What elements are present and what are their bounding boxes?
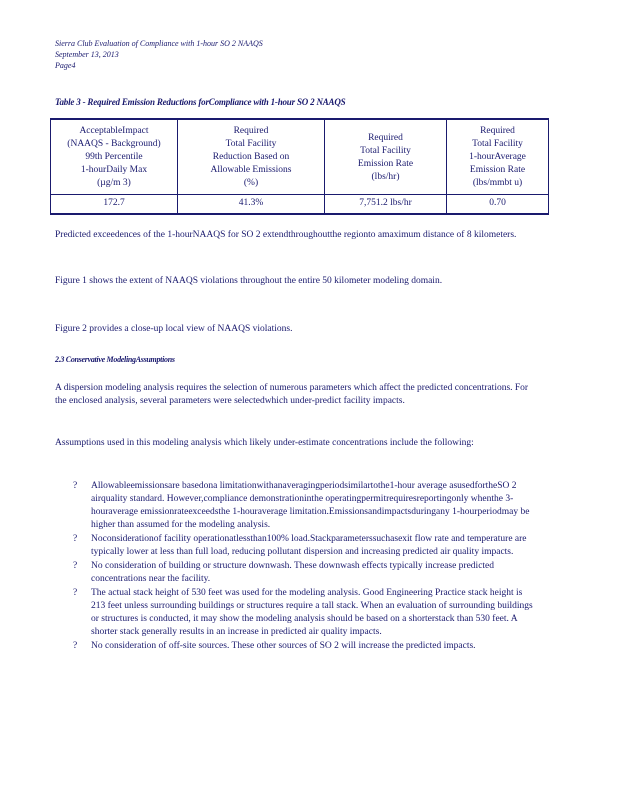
table-header-row [51, 119, 549, 195]
page-header [55, 38, 263, 71]
header-page-number: Page4 [55, 61, 76, 70]
header-title: Sierra Club Evaluation of Compliance with 1-hour SO 2 NAAQS [55, 39, 263, 48]
list-item [55, 587, 533, 639]
bullet-marker: ? [73, 561, 78, 571]
emission-reductions-table [50, 118, 549, 215]
bullet-marker: ? [73, 481, 78, 491]
list-item-text: No consideration of off-site sources. These other sources of SO 2 will increase the predicted impacts. [91, 641, 476, 651]
cell-emission-rate-lbs-hr: 7,751.2 lbs/hr [325, 195, 447, 215]
header-emission-rate-lbs-hr: Required Total Facility Emission Rate (lbs/hr) [325, 119, 447, 195]
list-item [55, 533, 533, 559]
bullet-marker: ? [73, 588, 78, 598]
cell-acceptable-impact: 172.7 [51, 195, 178, 215]
header-acceptable-impact: AcceptableImpact (NAAQS - Background) 99th Percentile 1-hourDaily Max (µg/m 3) [51, 119, 178, 195]
list-item [55, 640, 533, 653]
paragraph-assumptions-intro: Assumptions used in this modeling analysis which likely under-estimate concentrations include the following: [55, 438, 474, 448]
table-row [51, 195, 549, 215]
cell-reduction-percent: 41.3% [178, 195, 325, 215]
table-title: Table 3 - Required Emission Reductions forCompliance with 1-hour SO 2 NAAQS [55, 97, 346, 107]
bullet-marker: ? [73, 534, 78, 544]
list-item [55, 480, 533, 532]
header-emission-rate-lbs-mmbtu: Required Total Facility 1-hourAverage Emission Rate (lbs/mmbt u) [447, 119, 549, 195]
section-heading: 2.3 Conservative ModelingAssumptions [55, 355, 175, 364]
bullet-marker: ? [73, 641, 78, 651]
paragraph-exceedences: Predicted exceedences of the 1-hourNAAQS for SO 2 extendthroughoutthe regionto amaximum distance of 8 kilometers. [55, 230, 517, 240]
list-item-text: No consideration of building or structure downwash. These downwash effects typically increase predicted concentrations near the facility. [91, 561, 495, 584]
list-item-text: Allowableemissionsare basedona limitationwithanaveragingperiodsimilartothe1-hour average asusedfortheSO 2 airquality standard. However,compliance demonstrationinthe operatingpermitrequiresreportingonly whenthe 3-houraverage emissionrateexceedsthe 1-houraverage limitation.Emissionsandimpactsduringany 1-hourperiodmay be higher than assumed for the modeling analysis. [91, 481, 530, 530]
paragraph-figure-2: Figure 2 provides a close-up local view of NAAQS violations. [55, 324, 293, 334]
list-item-text: Noconsiderationof facility operationatlessthan100% load.Stackparameterssuchasexit flow rate and temperature are typically lower at less than full load, reducing pollutant dispersion and increasing predicted air quality impacts. [91, 534, 527, 557]
header-reduction-percent: Required Total Facility Reduction Based on Allowable Emissions (%) [178, 119, 325, 195]
list-item [55, 560, 533, 586]
paragraph-dispersion-modeling: A dispersion modeling analysis requires the selection of numerous parameters which affect the predicted concentrations. For the enclosed analysis, several parameters were selectedwhich under-predict facility impacts. [55, 383, 529, 406]
header-date: September 13, 2013 [55, 50, 119, 59]
cell-emission-rate-lbs-mmbtu: 0.70 [447, 195, 549, 215]
paragraph-figure-1: Figure 1 shows the extent of NAAQS violations throughout the entire 50 kilometer modeling domain. [55, 276, 443, 286]
list-item-text: The actual stack height of 530 feet was used for the modeling analysis. Good Engineering Practice stack height is 213 feet unless surrounding buildings or structures require a tall stack. When an evaluation of surrounding buildings or structures is conducted, it may show the modeling analysis should be based on a shorterstack than 530 feet. A shorter stack generally results in an increase in predicted air quality impacts. [91, 588, 533, 637]
assumptions-list [55, 480, 533, 654]
